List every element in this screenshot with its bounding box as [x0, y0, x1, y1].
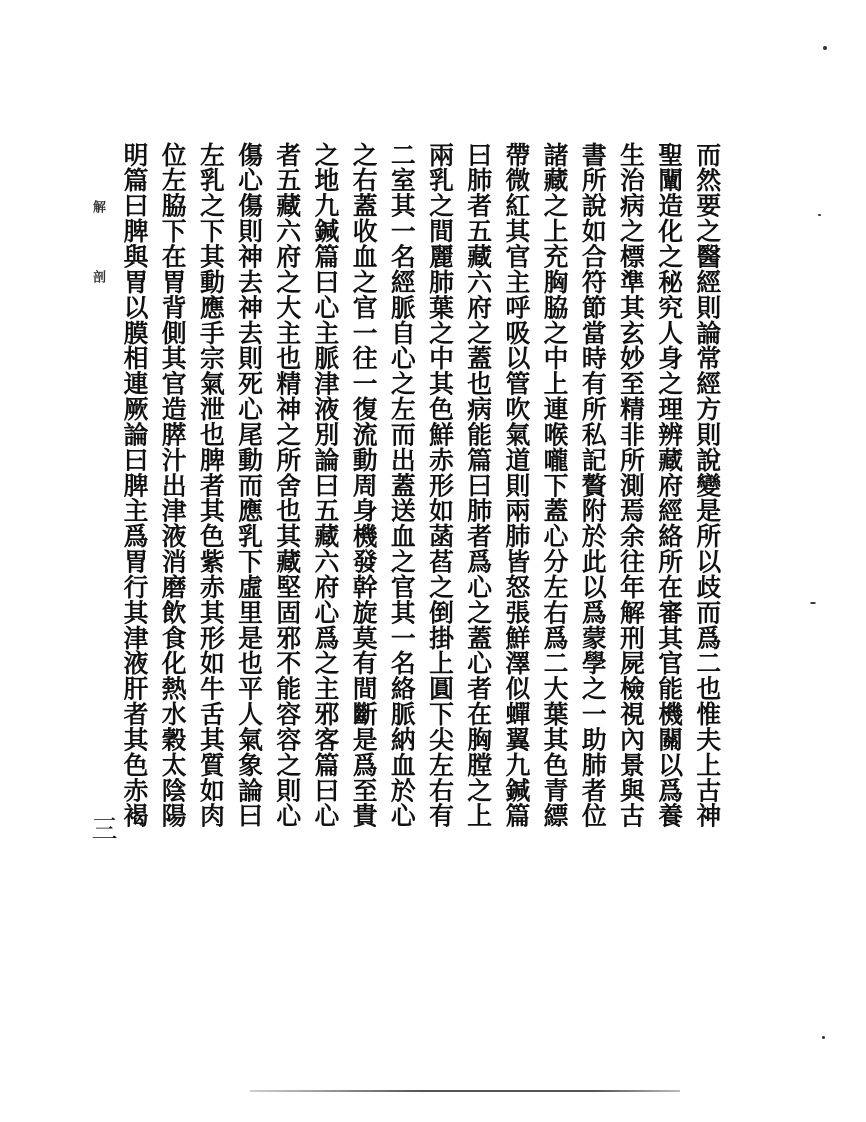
text-column: 聖闡造化之秘究人身之理辨藏府經絡所在審其官能機關以爲養	[654, 142, 684, 829]
text-column: 之地九鍼篇曰心主脈津液別論曰五藏六府心爲之主邪客篇曰心	[310, 142, 340, 829]
text-column: 書所說如合符節當時有所私記贅附於此以爲蒙學之一助肺者位	[578, 142, 608, 829]
text-column: 左乳之下其動應手宗氣泄也脾者其色紫赤其形如牛舌其質如肉	[196, 142, 226, 829]
text-column: 生治病之標準其玄妙至精非所測焉余往年解刑屍檢視內景與古	[616, 142, 646, 829]
text-column: 帶微紅其官主呼吸以管吹氣道則兩肺皆怒張鮮澤似蟬翼九鍼篇	[501, 142, 531, 829]
margin-label-top: 解	[90, 200, 105, 213]
text-column: 者五藏六府之大主也精神之所舍也其藏堅固邪不能容容之則心	[272, 142, 302, 829]
text-column: 明篇曰脾與胃以膜相連厥論曰脾主爲胃行其津液肝者其色赤褐	[120, 142, 149, 829]
main-text-block	[118, 142, 724, 1022]
text-column: 諸藏之上充胸脇之中上連喉嚨下蓋心分左右爲二大葉其色青縹	[540, 142, 570, 829]
scan-speck	[822, 1036, 825, 1039]
page-number: 三	[87, 815, 117, 841]
scan-speck	[818, 214, 821, 216]
text-column: 二室其一名經脈自心之左而出蓋送血之官其一名絡脈納血於心	[387, 142, 417, 829]
text-column: 兩乳之間麗肺葉之中其色鮮赤形如菡萏之倒掛上圓下尖左右有	[425, 142, 455, 829]
text-column: 曰肺者五藏六府之蓋也病能篇曰肺者爲心之蓋心者在胸膛之上	[463, 142, 493, 829]
text-column: 位左脇下在胃背側其官造膵汁出津液消磨飲食化熱水穀太陰陽	[158, 142, 188, 829]
scan-speck	[823, 46, 827, 50]
scan-speck	[810, 602, 816, 604]
text-column: 而然要之醫經則論常經方則說變是所以歧而爲二也惟夫上古神	[692, 142, 722, 829]
margin-label-bottom: 剖	[90, 270, 105, 283]
text-column: 傷心傷則神去神去則死心尾動而應乳下虛里是也平人氣象論曰	[234, 142, 264, 829]
bottom-rule	[250, 1090, 680, 1092]
text-column: 之右蓋收血之官一往一復流動周身機發幹旋莫有間斷是爲至貴	[349, 142, 379, 829]
